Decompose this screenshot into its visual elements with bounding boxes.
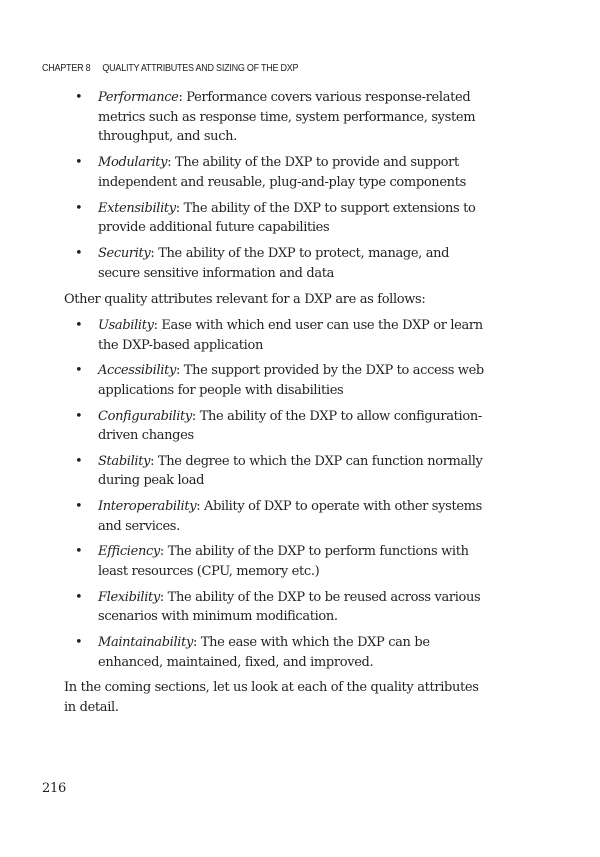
list-item	[64, 407, 494, 446]
bullet-icon: •	[75, 408, 83, 424]
attribute-description: : The ability of the DXP to protect, manage, and secure sensitive information and data	[98, 246, 450, 281]
bullet-icon: •	[75, 453, 83, 469]
attribute-term: Configurability	[98, 408, 192, 424]
attribute-description: : Performance covers various response-related metrics such as response time, system performance, system throughput, and such.	[98, 90, 476, 144]
attribute-term: Interoperability	[98, 499, 197, 515]
attribute-description: : The support provided by the DXP to access web applications for people with disabilities	[98, 363, 484, 398]
list-item	[64, 316, 494, 355]
attribute-term: Security	[98, 246, 151, 261]
list-item	[64, 361, 494, 400]
bullet-icon: •	[75, 200, 83, 216]
attribute-description: : The ability of the DXP to be reused across various scenarios with minimum modification.	[98, 589, 481, 625]
attribute-description: : Ability of DXP to operate with other systems and services.	[98, 499, 482, 534]
chapter-title: QUALITY ATTRIBUTES AND SIZING OF THE DXP	[102, 62, 299, 74]
attribute-term: Extensibility	[98, 200, 176, 216]
bullet-icon: •	[75, 246, 83, 261]
list-item	[64, 542, 494, 581]
list-item	[64, 153, 494, 192]
attribute-description: : The ability of the DXP to provide and support independent and reusable, plug-and-play type components	[98, 155, 466, 190]
list-item	[64, 633, 494, 672]
bullet-icon: •	[75, 363, 83, 379]
page-number: 216	[42, 781, 66, 796]
quality-attributes-list	[64, 88, 494, 283]
attribute-description: : The ability of the DXP to perform functions with least resources (CPU, memory etc.)	[98, 544, 469, 579]
bullet-icon: •	[75, 499, 83, 515]
list-item	[64, 244, 494, 283]
attribute-description: : The ability of the DXP to allow configuration-driven changes	[98, 408, 482, 444]
list-item	[64, 452, 494, 491]
list-item	[64, 588, 494, 627]
other-quality-attributes-list	[64, 316, 494, 672]
list-item	[64, 88, 494, 147]
intro-paragraph: Other quality attributes relevant for a DXP are as follows:	[64, 291, 426, 307]
running-header	[42, 62, 298, 74]
bullet-icon: •	[75, 635, 83, 651]
bullet-icon: •	[75, 544, 83, 560]
list-item	[64, 497, 494, 536]
attribute-term: Efficiency	[98, 544, 160, 560]
chapter-label: CHAPTER 8	[42, 62, 91, 74]
attribute-term: Accessibility	[98, 363, 176, 379]
closing-paragraph: In the coming sections, let us look at each of the quality attributes in detail.	[64, 680, 479, 715]
bullet-icon: •	[75, 155, 83, 170]
bullet-icon: •	[75, 318, 83, 333]
attribute-description: : Ease with which end user can use the DXP or learn the DXP-based application	[98, 318, 483, 353]
attribute-term: Stability	[98, 453, 151, 469]
attribute-term: Maintainability	[98, 635, 193, 651]
attribute-term: Modularity	[98, 155, 168, 170]
list-item	[64, 199, 494, 238]
attribute-term: Usability	[98, 318, 154, 333]
page-body	[64, 88, 494, 724]
bullet-icon: •	[75, 589, 83, 605]
attribute-term: Flexibility	[98, 589, 160, 605]
attribute-description: : The ability of the DXP to support extensions to provide additional future capabilities	[98, 200, 476, 235]
attribute-term: Performance	[98, 90, 179, 105]
bullet-icon: •	[75, 90, 83, 105]
attribute-description: : The degree to which the DXP can function normally during peak load	[98, 453, 483, 489]
attribute-description: : The ease with which the DXP can be enhanced, maintained, fixed, and improved.	[98, 635, 430, 670]
